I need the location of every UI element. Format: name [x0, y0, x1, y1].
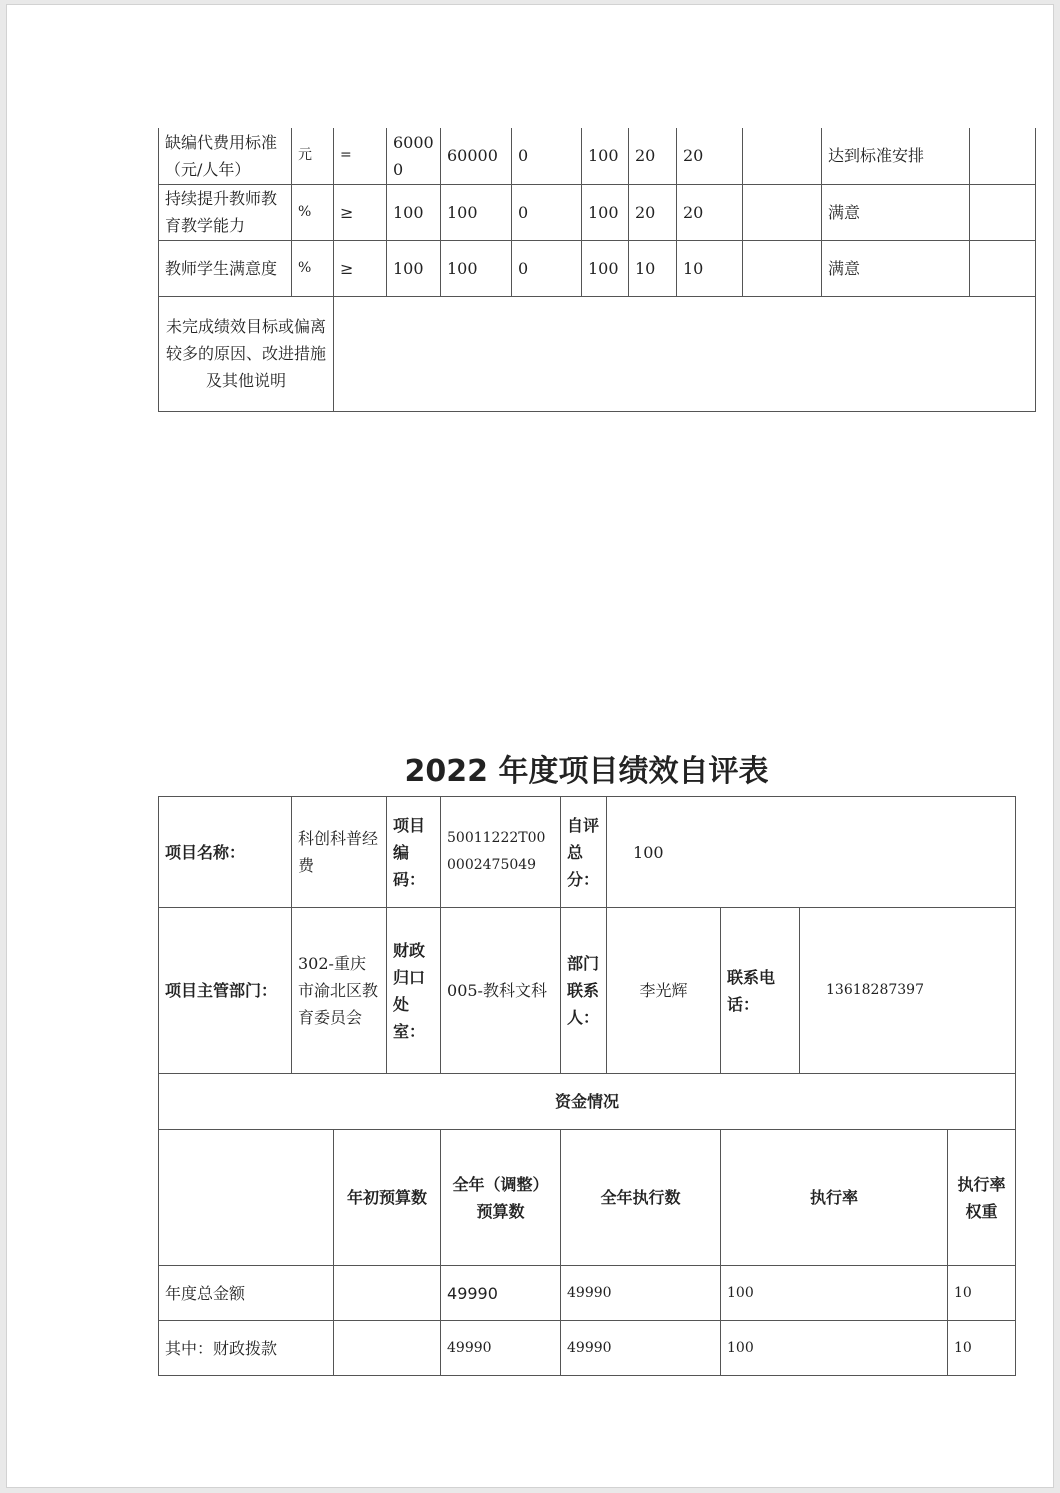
project-code-label: 项目编码： [387, 797, 441, 908]
table-row [159, 240, 1036, 296]
indicator-actual: 100 [441, 240, 512, 296]
table-row [159, 1321, 1016, 1376]
table-row [159, 128, 1036, 184]
funds-header-rate: 执行率 [721, 1130, 948, 1266]
indicator-rate: 100 [582, 240, 629, 296]
indicator-actual: 60000 [441, 128, 512, 184]
table-row [159, 1130, 1016, 1266]
table-row [159, 908, 1016, 1074]
funds-rate: 100 [721, 1266, 948, 1321]
dept: 302-重庆市渝北区教育委员会 [292, 908, 387, 1074]
indicator-deviation: 0 [512, 184, 582, 240]
dept-label: 项目主管部门： [159, 908, 292, 1074]
indicator-score: 10 [677, 240, 743, 296]
indicator-name: 教师学生满意度 [159, 240, 292, 296]
indicator-table [158, 128, 1036, 412]
indicator-score: 20 [677, 128, 743, 184]
phone-label: 联系电话： [721, 908, 800, 1074]
project-code: 50011222T000002475049 [441, 797, 561, 908]
self-score: 100 [607, 797, 1016, 908]
funds-initial [334, 1266, 441, 1321]
indicator-target: 100 [387, 184, 441, 240]
finance-office-label: 财政归口处室： [387, 908, 441, 1074]
indicator-operator: ≥ [334, 184, 387, 240]
indicator-weight: 20 [629, 128, 677, 184]
indicator-note: 达到标准安排 [822, 128, 970, 184]
contact: 李光辉 [607, 908, 721, 1074]
indicator-deviation: 0 [512, 240, 582, 296]
funds-header-executed: 全年执行数 [561, 1130, 721, 1266]
indicator-note: 满意 [822, 184, 970, 240]
funds-rate: 100 [721, 1321, 948, 1376]
indicator-operator: ≥ [334, 240, 387, 296]
funds-executed: 49990 [561, 1321, 721, 1376]
indicator-rate: 100 [582, 184, 629, 240]
phone: 13618287397 [800, 908, 1016, 1074]
page-title: 2022 年度项目绩效自评表 [404, 754, 769, 789]
funds-header-blank [159, 1130, 334, 1266]
indicator-name: 缺编代费用标准（元/人年） [159, 128, 292, 184]
funds-row-label: 年度总金额 [159, 1266, 334, 1321]
contact-label: 部门联系人： [561, 908, 607, 1074]
table-row [159, 296, 1036, 411]
project-name-label: 项目名称： [159, 797, 292, 908]
indicator-extra [970, 240, 1036, 296]
indicator-unit: % [292, 184, 334, 240]
indicator-weight: 20 [629, 184, 677, 240]
indicator-rate: 100 [582, 128, 629, 184]
project-evaluation-table [158, 796, 1016, 1376]
indicator-blank [743, 240, 822, 296]
indicator-deviation: 0 [512, 128, 582, 184]
unfinished-value [334, 296, 1036, 411]
funds-header-initial: 年初预算数 [334, 1130, 441, 1266]
indicator-blank [743, 128, 822, 184]
project-name: 科创科普经费 [292, 797, 387, 908]
indicator-weight: 10 [629, 240, 677, 296]
funds-weight: 10 [948, 1266, 1016, 1321]
table-row [159, 184, 1036, 240]
table-row [159, 1074, 1016, 1130]
funds-header-weight: 执行率权重 [948, 1130, 1016, 1266]
indicator-target: 60000 [387, 128, 441, 184]
unfinished-label: 未完成绩效目标或偏离较多的原因、改进措施及其他说明 [159, 296, 334, 411]
funds-adjusted: 49990 [441, 1266, 561, 1321]
table-row [159, 1266, 1016, 1321]
indicator-name: 持续提升教师教育教学能力 [159, 184, 292, 240]
indicator-actual: 100 [441, 184, 512, 240]
funds-executed: 49990 [561, 1266, 721, 1321]
funds-adjusted: 49990 [441, 1321, 561, 1376]
finance-office: 005-教科文科 [441, 908, 561, 1074]
funds-section-title: 资金情况 [159, 1074, 1016, 1130]
funds-header-adjusted: 全年（调整）预算数 [441, 1130, 561, 1266]
indicator-operator: = [334, 128, 387, 184]
indicator-note: 满意 [822, 240, 970, 296]
funds-initial [334, 1321, 441, 1376]
indicator-extra [970, 128, 1036, 184]
funds-row-label: 其中：财政拨款 [159, 1321, 334, 1376]
indicator-unit: 元 [292, 128, 334, 184]
indicator-score: 20 [677, 184, 743, 240]
indicator-unit: % [292, 240, 334, 296]
indicator-extra [970, 184, 1036, 240]
funds-weight: 10 [948, 1321, 1016, 1376]
indicator-target: 100 [387, 240, 441, 296]
table-row [159, 797, 1016, 908]
self-score-label: 自评总分： [561, 797, 607, 908]
indicator-blank [743, 184, 822, 240]
